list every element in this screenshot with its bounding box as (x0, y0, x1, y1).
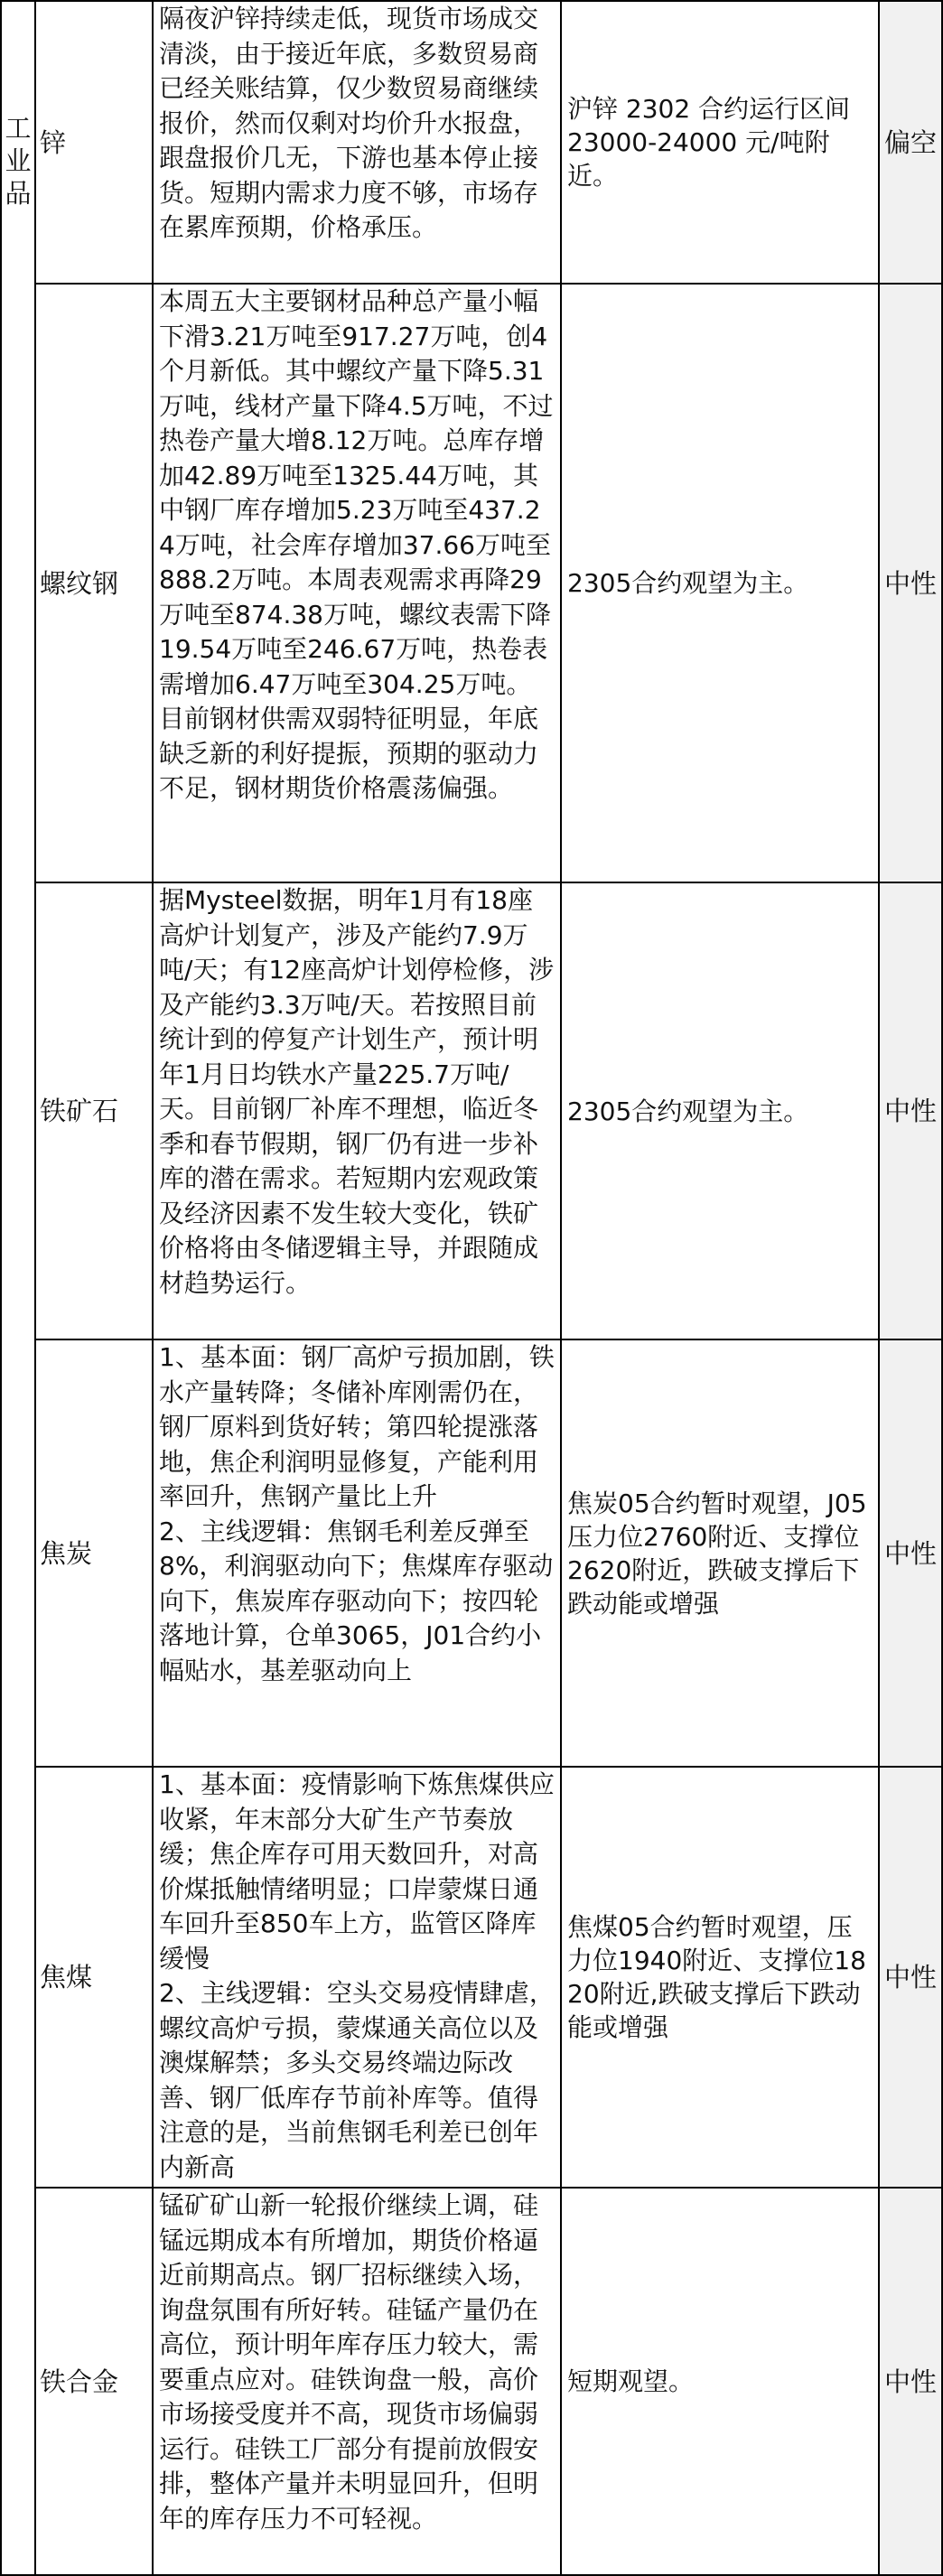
trading-strategy: 焦煤05合约暂时观望，压力位1940附近、支撑位1820附近,跌破支撑后下跌动能或增强 (561, 1767, 879, 2188)
trading-strategy: 沪锌 2302 合约运行区间 23000-24000 元/吨附近。 (561, 1, 879, 284)
trading-strategy: 2305合约观望为主。 (561, 882, 879, 1339)
commodity-name: 铁合金 (35, 2188, 153, 2575)
market-view: 中性 (879, 2188, 942, 2575)
category-label: 工业品 (5, 113, 32, 209)
trading-strategy: 短期观望。 (561, 2188, 879, 2575)
commodity-name: 螺纹钢 (35, 284, 153, 882)
market-description: 据Mysteel数据，明年1月有18座高炉计划复产，涉及产能约7.9万吨/天；有12座高炉计划停检修，涉及产能约3.3万吨/天。若按照目前统计到的停复产计划生产，预计明年1月日均铁水产量225.7万吨/天。目前钢厂补库不理想，临近冬季和春节假期，钢厂仍有进一步补库的潜在需求。若短期内宏观政策及经济因素不发生较大变化，铁矿价格将由冬储逻辑主导，并跟随成材趋势运行。 (153, 882, 561, 1339)
market-description: 本周五大主要钢材品种总产量小幅下滑3.21万吨至917.27万吨，创4个月新低。其中螺纹产量下降5.31万吨，线材产量下降4.5万吨，不过热卷产量大增8.12万吨。总库存增加42.89万吨至1325.44万吨，其中钢厂库存增加5.23万吨至437.24万吨，社会库存增加37.66万吨至888.2万吨。本周表观需求再降29万吨至874.38万吨，螺纹表需下降19.54万吨至246.67万吨，热卷表需增加6.47万吨至304.25万吨。目前钢材供需双弱特征明显，年底缺乏新的利好提振，预期的驱动力不足，钢材期货价格震荡偏强。 (153, 284, 561, 882)
commodity-name: 焦炭 (35, 1339, 153, 1767)
commodity-name: 铁矿石 (35, 882, 153, 1339)
table-row-zinc (1, 1, 942, 284)
market-description: 1、基本面：钢厂高炉亏损加剧，铁水产量转降；冬储补库刚需仍在，钢厂原料到货好转；第四轮提涨落地，焦企利润明显修复，产能利用率回升，焦钢产量比上升 2、主线逻辑：焦钢毛利差反弹至8%，利润驱动向下；焦煤库存驱动向下，焦炭库存驱动向下；按四轮落地计算，仓单3065，J01合约小幅贴水，基差驱动向上 (153, 1339, 561, 1767)
market-view: 偏空 (879, 1, 942, 284)
table-row-ferroalloy (1, 2188, 942, 2575)
market-description: 1、基本面：疫情影响下炼焦煤供应收紧，年末部分大矿生产节奏放缓；焦企库存可用天数回升，对高价煤抵触情绪明显；口岸蒙煤日通车回升至850车上方，监管区降库缓慢 2、主线逻辑：空头交易疫情肆虐，螺纹高炉亏损，蒙煤通关高位以及澳煤解禁；多头交易终端边际改善、钢厂低库存节前补库等。值得注意的是，当前焦钢毛利差已创年内新高 (153, 1767, 561, 2188)
table-row-iron-ore (1, 882, 942, 1339)
table-row-coking-coal (1, 1767, 942, 2188)
table-row-coke (1, 1339, 942, 1767)
market-view: 中性 (879, 1339, 942, 1767)
commodity-name: 锌 (35, 1, 153, 284)
commodity-name: 焦煤 (35, 1767, 153, 2188)
trading-strategy: 焦炭05合约暂时观望，J05压力位2760附近、支撑位2620附近，跌破支撑后下跌动能或增强 (561, 1339, 879, 1767)
market-view: 中性 (879, 284, 942, 882)
market-view: 中性 (879, 882, 942, 1339)
market-description: 锰矿矿山新一轮报价继续上调，硅锰远期成本有所增加，期货价格逼近前期高点。钢厂招标继续入场，询盘氛围有所好转。硅锰产量仍在高位，预计明年库存压力较大，需要重点应对。硅铁询盘一般，高价市场接受度并不高，现货市场偏弱运行。硅铁工厂部分有提前放假安排，整体产量并未明显回升，但明年的库存压力不可轻视。 (153, 2188, 561, 2575)
market-description: 隔夜沪锌持续走低，现货市场成交清淡，由于接近年底，多数贸易商已经关账结算，仅少数贸易商继续报价，然而仅剩对均价升水报盘，跟盘报价几无，下游也基本停止接货。短期内需求力度不够，市场存在累库预期，价格承压。 (153, 1, 561, 284)
table-row-rebar (1, 284, 942, 882)
market-view: 中性 (879, 1767, 942, 2188)
category-cell (1, 1, 35, 2575)
trading-strategy: 2305合约观望为主。 (561, 284, 879, 882)
